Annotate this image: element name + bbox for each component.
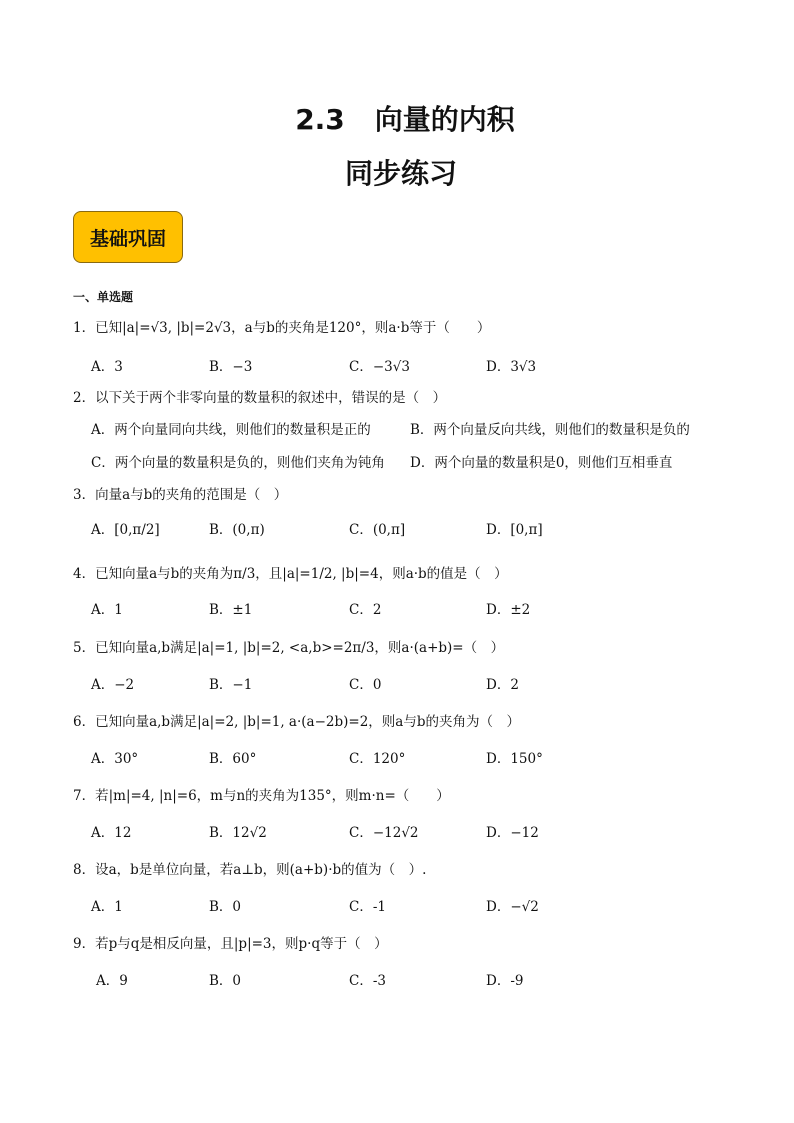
- q6-option-a[interactable]: A．30°: [91, 751, 139, 767]
- question-9: 9．若p与q是相反向量，且|p|=3，则p·q等于（ ）: [73, 936, 388, 952]
- question-5: 5．已知向量a,b满足|a|=1, |b|=2, <a,b>=2π/3，则a·(a+b)=（ ）: [73, 640, 505, 656]
- q2-option-d[interactable]: D．两个向量的数量积是0，则他们互相垂直: [410, 455, 673, 471]
- question-4: 4．已知向量a与b的夹角为π/3，且|a|=1/2, |b|=4，则a·b的值是（ ）: [73, 566, 508, 582]
- q4-option-d[interactable]: D．±2: [486, 602, 531, 618]
- q3-option-d[interactable]: D．[0,π]: [486, 522, 543, 538]
- question-3: 3．向量a与b的夹角的范围是（ ）: [73, 487, 288, 503]
- q5-option-c[interactable]: C．0: [349, 677, 382, 693]
- q9-option-c[interactable]: C．-3: [349, 973, 386, 989]
- q9-option-d[interactable]: D．-9: [486, 973, 524, 989]
- q4-option-b[interactable]: B．±1: [209, 602, 253, 618]
- q2-option-c[interactable]: C．两个向量的数量积是负的，则他们夹角为钝角: [91, 455, 385, 471]
- question-8: 8．设a，b是单位向量，若a⊥b，则(a+b)·b的值为（ ）.: [73, 862, 427, 878]
- q3-option-c[interactable]: C．(0,π]: [349, 522, 406, 538]
- page-title: [0, 98, 794, 138]
- page-subtitle: 同步练习: [344, 157, 457, 190]
- q1-option-d[interactable]: D．3√3: [486, 359, 537, 375]
- q5-option-b[interactable]: B．−1: [209, 677, 253, 693]
- question-2: 2．以下关于两个非零向量的数量积的叙述中，错误的是（ ）: [73, 390, 447, 406]
- q6-option-b[interactable]: B．60°: [209, 751, 257, 767]
- question-7: 7．若|m|=4, |n|=6，m与n的夹角为135°，则m·n=（ ）: [73, 788, 450, 804]
- q1-option-a[interactable]: A．3: [91, 359, 123, 375]
- q6-option-d[interactable]: D．150°: [486, 751, 543, 767]
- q8-option-c[interactable]: C．-1: [349, 899, 386, 915]
- q5-option-a[interactable]: A．−2: [91, 677, 135, 693]
- q7-option-a[interactable]: A．12: [91, 825, 132, 841]
- question-6: 6．已知向量a,b满足|a|=2, |b|=1, a·(a−2b)=2，则a与b的夹角为（ ）: [73, 714, 520, 730]
- q3-option-a[interactable]: A．[0,π/2]: [91, 522, 160, 538]
- q7-option-d[interactable]: D．−12: [486, 825, 539, 841]
- section-number: 2.3: [295, 103, 345, 136]
- q2-option-a[interactable]: A．两个向量同向共线，则他们的数量积是正的: [91, 422, 371, 438]
- q9-option-b[interactable]: B．0: [209, 973, 242, 989]
- q8-option-d[interactable]: D．−√2: [486, 899, 539, 915]
- q1-option-c[interactable]: C．−3√3: [349, 359, 410, 375]
- level-badge: 基础巩固: [73, 211, 183, 263]
- q4-option-c[interactable]: C．2: [349, 602, 382, 618]
- section-title: 向量的内积: [374, 103, 515, 136]
- question-1: 1．已知|a|=√3, |b|=2√3，a与b的夹角是120°，则a·b等于（ ）: [73, 320, 491, 336]
- q4-option-a[interactable]: A．1: [91, 602, 123, 618]
- q5-option-d[interactable]: D．2: [486, 677, 519, 693]
- q6-option-c[interactable]: C．120°: [349, 751, 406, 767]
- q1-option-b[interactable]: B．−3: [209, 359, 253, 375]
- q7-option-b[interactable]: B．12√2: [209, 825, 267, 841]
- q9-option-a[interactable]: A．9: [96, 973, 128, 989]
- section-heading: 一、单选题: [73, 290, 134, 304]
- q7-option-c[interactable]: C．−12√2: [349, 825, 419, 841]
- q3-option-b[interactable]: B．(0,π): [209, 522, 265, 538]
- q2-option-b[interactable]: B．两个向量反向共线，则他们的数量积是负的: [410, 422, 690, 438]
- q8-option-b[interactable]: B．0: [209, 899, 242, 915]
- q8-option-a[interactable]: A．1: [91, 899, 123, 915]
